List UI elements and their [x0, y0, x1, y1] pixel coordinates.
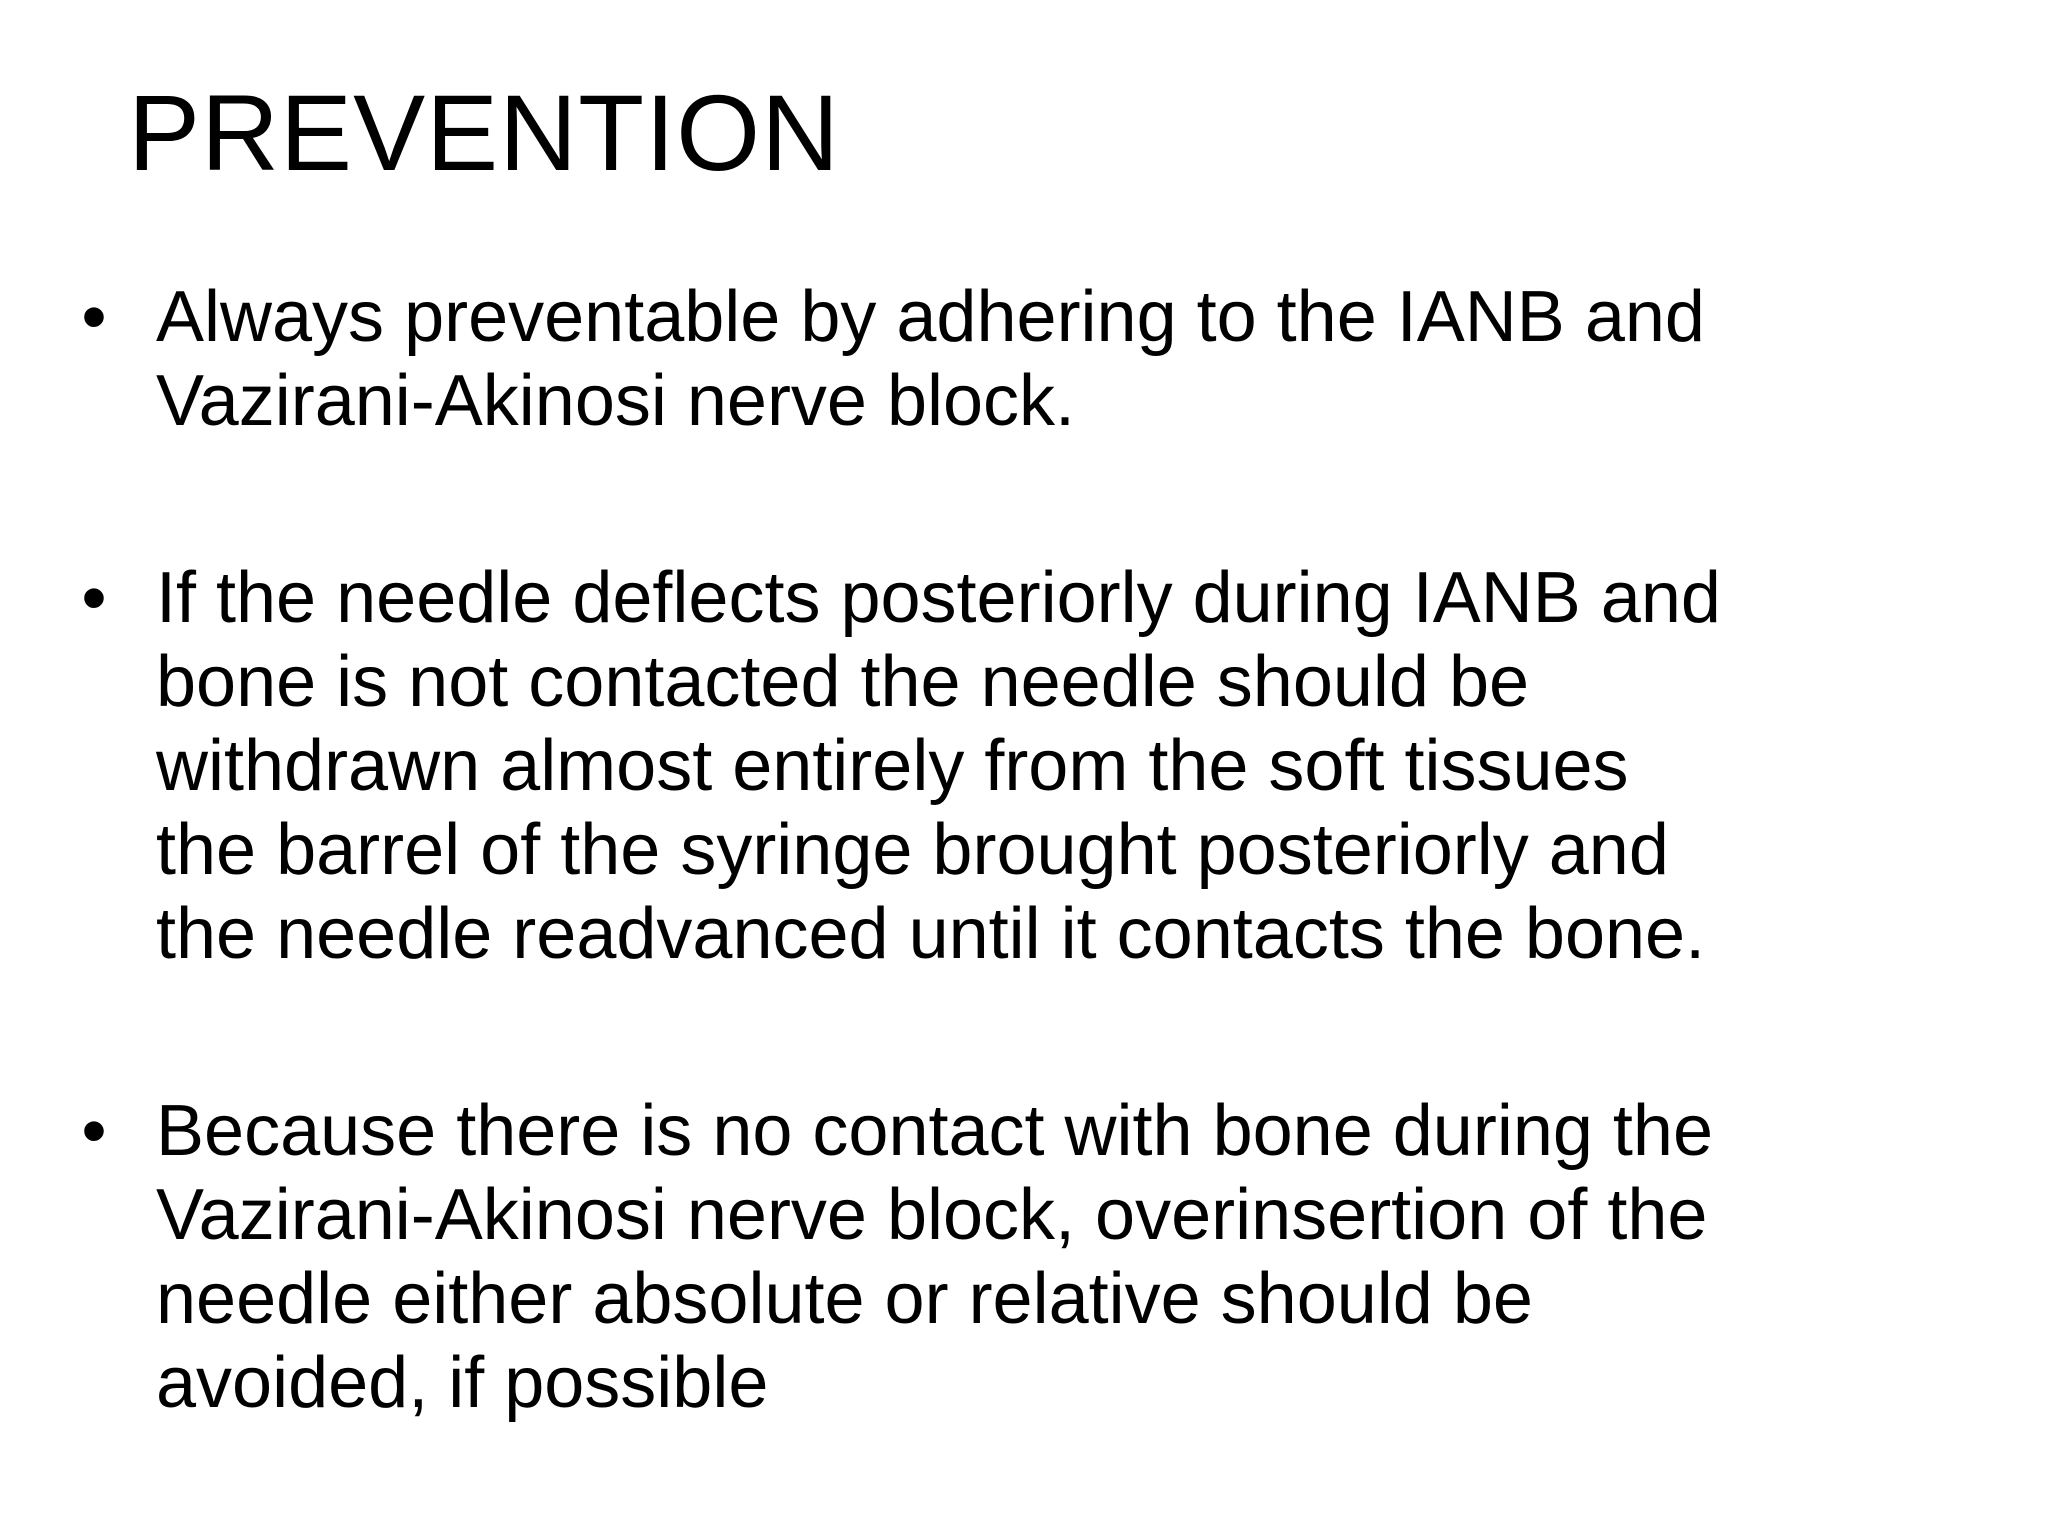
- bullet-text-line: the barrel of the syringe brought posteriorly and: [156, 810, 1669, 890]
- bullet-list: [74, 275, 1954, 1425]
- bullet-dot-icon: •: [81, 277, 107, 357]
- bullet-item: [74, 1089, 1954, 1425]
- bullet-item: [74, 275, 1954, 443]
- bullet-text-line: Always preventable by adhering to the IANB and: [156, 277, 1705, 357]
- bullet-text-line: the needle readvanced until it contacts the bone.: [156, 894, 1706, 974]
- bullet-text-line: avoided, if possible: [156, 1343, 769, 1423]
- bullet-text-line: bone is not contacted the needle should be: [156, 642, 1530, 722]
- bullet-text-line: withdrawn almost entirely from the soft tissues: [156, 726, 1629, 806]
- slide-title: PREVENTION: [128, 72, 841, 193]
- bullet-item: [74, 556, 1954, 976]
- bullet-text-line: If the needle deflects posteriorly during IANB and: [156, 558, 1721, 638]
- bullet-text-line: Because there is no contact with bone during the: [156, 1091, 1713, 1171]
- bullet-text-line: Vazirani-Akinosi nerve block.: [156, 361, 1076, 441]
- bullet-dot-icon: •: [81, 558, 107, 638]
- bullet-dot-icon: •: [81, 1091, 107, 1171]
- bullet-text-line: needle either absolute or relative should be: [156, 1259, 1533, 1339]
- bullet-text-line: Vazirani-Akinosi nerve block, overinsertion of the: [156, 1175, 1708, 1255]
